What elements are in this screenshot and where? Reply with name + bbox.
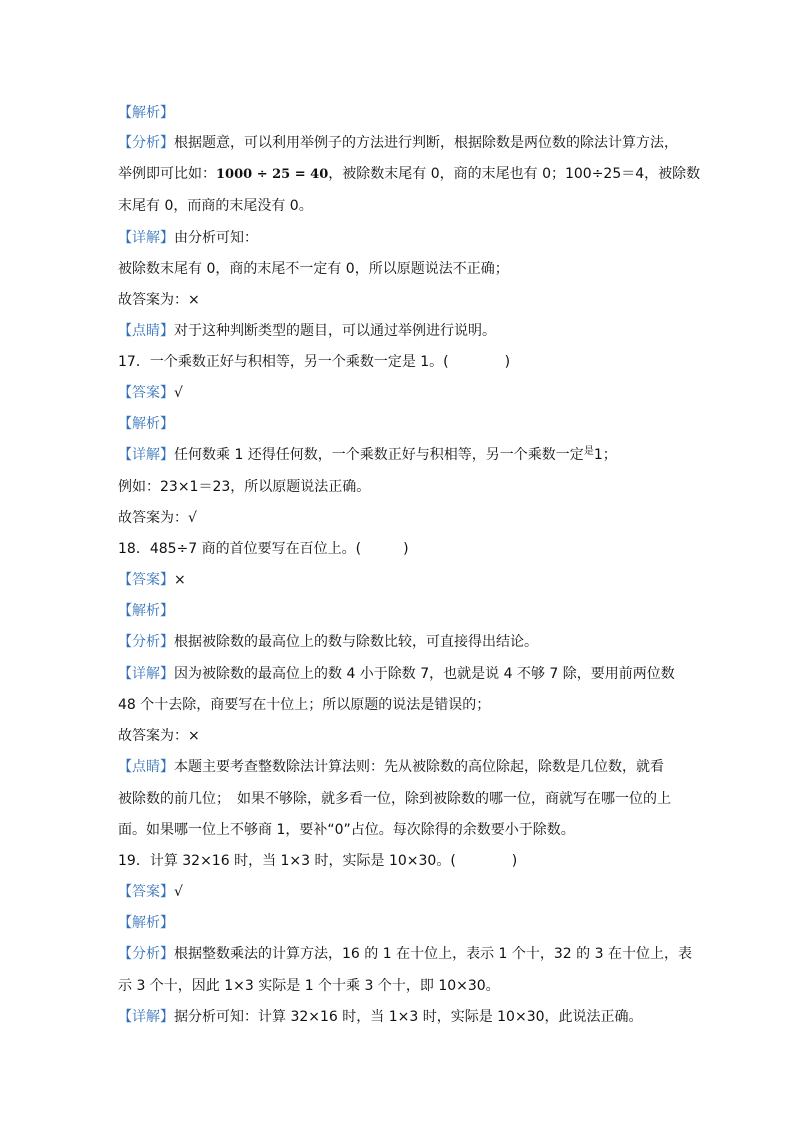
jiexi-label: 【解析】 (118, 915, 174, 931)
q16-dianjing-text: 对于这种判断类型的题目，可以通过举例进行说明。 (174, 323, 496, 339)
q19-jiexi-tag (118, 914, 174, 932)
q16-answer-line (118, 291, 200, 309)
dianjing-label: 【点睛】 (118, 759, 174, 775)
q18-dianjing-text-1: 本题主要考查整数除法计算法则：先从被除数的高位除起，除数是几位数，就看 (174, 759, 664, 775)
q17-question (118, 353, 510, 371)
q16-detail-line (118, 260, 509, 278)
q16-fenxi-text-1: 根据题意，可以利用举例子的方法进行判断，根据除数是两位数的除法计算方法， (174, 135, 678, 151)
q18-answer-text: 故答案为：× (118, 728, 200, 744)
q16-fenxi-text-3: 末尾有 0，而商的末尾没有 0。 (118, 198, 313, 214)
q19-xiangjie-text: 据分析可知：计算 32×16 时，当 1×3 时，实际是 10×30，此说法正确。 (174, 1009, 643, 1025)
q17-answer-line (118, 509, 197, 527)
q18-xiangjie-text-1: 因为被除数的最高位上的数 4 小于除数 7，也就是说 4 不够 7 除，要用前两位数 (174, 666, 675, 682)
q17-xiangjie-line (118, 446, 617, 466)
q17-answer-text: 故答案为：√ (118, 510, 197, 526)
q19-fenxi-text-2: 示 3 个十，因此 1×3 实际是 1 个十乘 3 个十，即 10×30。 (118, 978, 500, 994)
xiangjie-label: 【详解】 (118, 447, 174, 463)
q16-dianjing-line (118, 322, 496, 340)
q18-xiangjie-line-2 (118, 696, 490, 714)
q17-question-text: 17．一个乘数正好与积相等，另一个乘数一定是 1。( ) (118, 354, 511, 370)
fenxi-label: 【分析】 (118, 634, 174, 650)
q18-xiangjie-text-2: 48 个十去除，商要写在十位上；所以原题的说法是错误的； (118, 697, 491, 713)
fenxi-label: 【分析】 (118, 946, 174, 962)
q18-question (118, 540, 409, 558)
q19-answer-tag-line (118, 883, 183, 901)
q16-fenxi-line-1 (118, 134, 678, 152)
q18-answer-line (118, 727, 200, 745)
jiexi-label: 【解析】 (118, 105, 174, 121)
q19-fenxi-line-2 (118, 977, 500, 995)
q16-answer-text: 故答案为：× (118, 292, 200, 308)
jiexi-label: 【解析】 (118, 603, 174, 619)
q18-fenxi-line (118, 633, 538, 651)
q16-detail-text: 被除数末尾有 0，商的末尾不一定有 0，所以原题说法不正确； (118, 261, 509, 277)
daan-label: 【答案】 (118, 572, 174, 588)
dianjing-label: 【点睛】 (118, 323, 174, 339)
q19-xiangjie-line (118, 1008, 643, 1026)
q18-jiexi-tag (118, 602, 174, 620)
q19-fenxi-text-1: 根据整数乘法的计算方法，16 的 1 在十位上，表示 1 个十，32 的 3 在十位上，表 (174, 946, 692, 962)
q17-example-line (118, 478, 370, 496)
q18-xiangjie-line-1 (118, 665, 675, 683)
q18-answer-tag-line (118, 571, 186, 589)
xiangjie-label: 【详解】 (118, 230, 174, 246)
q18-question-text: 18．485÷7 商的首位要写在百位上。( ) (118, 541, 409, 557)
q18-dianjing-text-2: 被除数的前几位； 如果不够除，就多看一位，除到被除数的哪一位，商就写在哪一位的上 (118, 791, 671, 807)
q16-fenxi-text-2b: ，被除数末尾有 0，商的末尾也有 0；100÷25＝4，被除数 (328, 166, 701, 182)
xiangjie-label: 【详解】 (118, 1009, 174, 1025)
q19-fenxi-line-1 (118, 945, 692, 963)
q16-fenxi-line-2 (118, 165, 700, 184)
q16-formula: 1000 ÷ 25 = 40 (216, 167, 329, 182)
q17-answer-tag-line (118, 384, 183, 402)
q19-question-text: 19．计算 32×16 时，当 1×3 时，实际是 10×30。( ) (118, 853, 518, 869)
q17-xiangjie-text-a: 任何数乘 1 还得任何数，一个乘数正好与积相等，另一个乘数一定 (174, 447, 584, 463)
q18-answer-mark: × (174, 572, 186, 588)
q16-xiangjie-text: 由分析可知： (174, 230, 258, 246)
q18-dianjing-line-3 (118, 821, 575, 839)
fenxi-label: 【分析】 (118, 135, 174, 151)
daan-label: 【答案】 (118, 385, 174, 401)
q16-fenxi-text-2a: 举例即可比如： (118, 166, 216, 182)
q16-fenxi-line-3 (118, 197, 313, 215)
daan-label: 【答案】 (118, 884, 174, 900)
q16-xiangjie-line (118, 229, 258, 247)
q18-dianjing-line-2 (118, 790, 671, 808)
q18-dianjing-text-3: 面。如果哪一位上不够商 1，要补“0”占位。每次除得的余数要小于除数。 (118, 822, 575, 838)
q17-answer-mark: √ (174, 385, 183, 401)
q18-dianjing-line-1 (118, 758, 664, 776)
q19-question (118, 852, 517, 870)
jiexi-label: 【解析】 (118, 416, 174, 432)
q17-example-text: 例如：23×1＝23，所以原题说法正确。 (118, 479, 371, 495)
q17-xiangjie-sup: 是 (583, 446, 594, 457)
q19-answer-mark: √ (174, 884, 183, 900)
q17-xiangjie-text-b: 1； (593, 447, 617, 463)
xiangjie-label: 【详解】 (118, 666, 174, 682)
jiexi-tag-q16 (118, 104, 174, 122)
q18-fenxi-text: 根据被除数的最高位上的数与除数比较，可直接得出结论。 (174, 634, 538, 650)
q17-jiexi-tag (118, 415, 174, 433)
